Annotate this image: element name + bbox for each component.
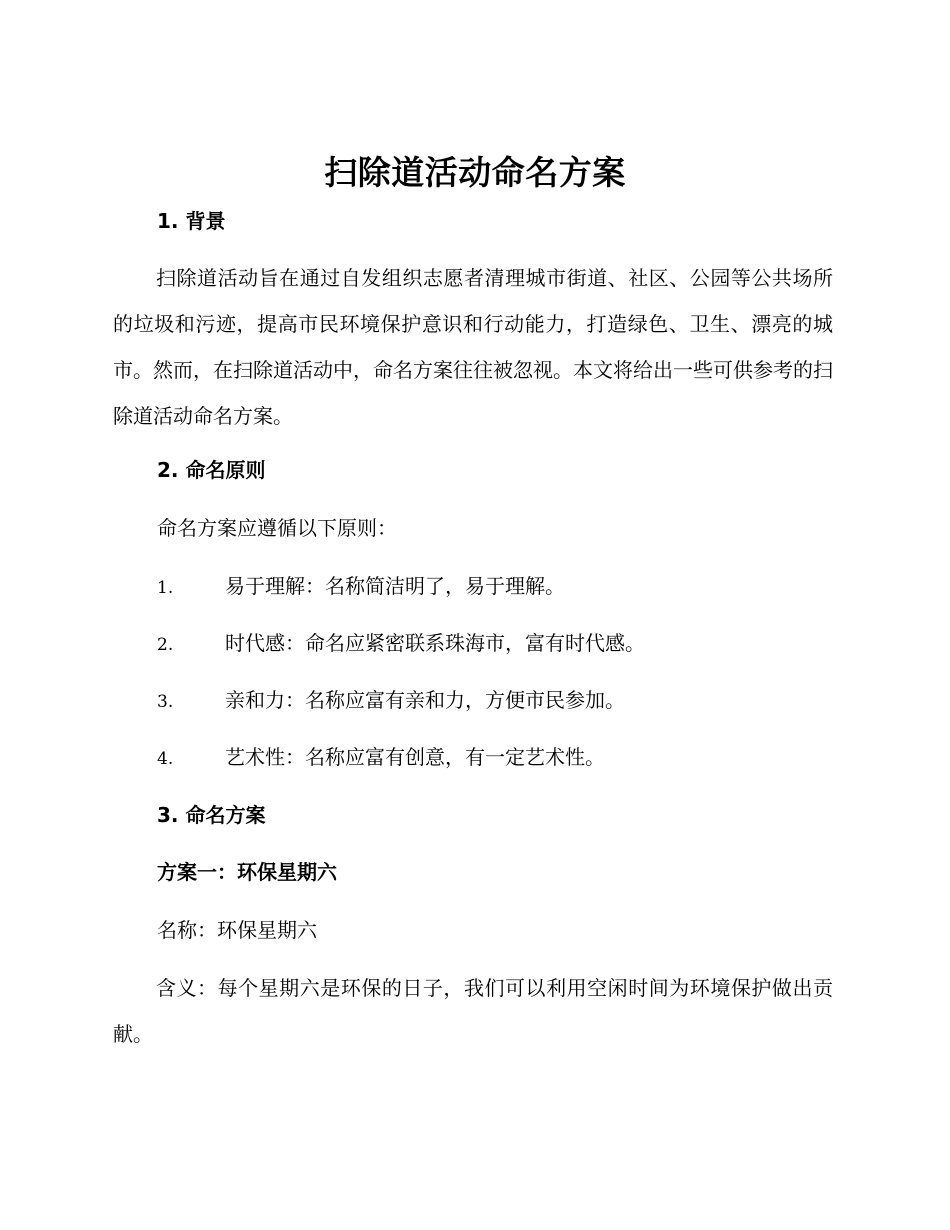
section-heading-naming-principles: 2. 命名原则: [157, 458, 266, 482]
list-text: 时代感：命名应紧密联系珠海市，富有时代感。: [225, 631, 645, 655]
list-number: 2.: [157, 635, 174, 655]
background-paragraph: 扫除道活动旨在通过自发组织志愿者清理城市街道、社区、公园等公共场所的垃圾和污迹，提高市民环境保护意识和行动能力，打造绿色、卫生、漂亮的城市。然而，在扫除道活动中，命名方案往往被忽视。本文将给出一些可供参考的扫除道活动命名方案。: [113, 266, 833, 428]
list-item: [157, 628, 857, 658]
list-number: 3.: [157, 692, 174, 712]
section-heading-naming-plans: 3. 命名方案: [157, 803, 266, 827]
list-item: [157, 571, 857, 601]
list-item: [157, 685, 857, 715]
plan-meaning-paragraph: 含义：每个星期六是环保的日子，我们可以利用空闲时间为环境保护做出贡献。: [113, 976, 833, 1046]
list-text: 亲和力：名称应富有亲和力，方便市民参加。: [225, 688, 625, 712]
section-heading-background: 1. 背景: [157, 209, 226, 233]
document-title: 扫除道活动命名方案: [324, 153, 626, 192]
plan-name-line: 名称：环保星期六: [157, 918, 317, 942]
list-item: [157, 742, 857, 772]
list-text: 艺术性：名称应富有创意，有一定艺术性。: [225, 745, 605, 769]
list-text: 易于理解：名称简洁明了，易于理解。: [225, 574, 565, 598]
list-number: 1.: [157, 578, 174, 598]
principles-intro: 命名方案应遵循以下原则：: [157, 516, 397, 540]
plan-title: 方案一：环保星期六: [157, 860, 337, 884]
list-number: 4.: [157, 749, 174, 769]
